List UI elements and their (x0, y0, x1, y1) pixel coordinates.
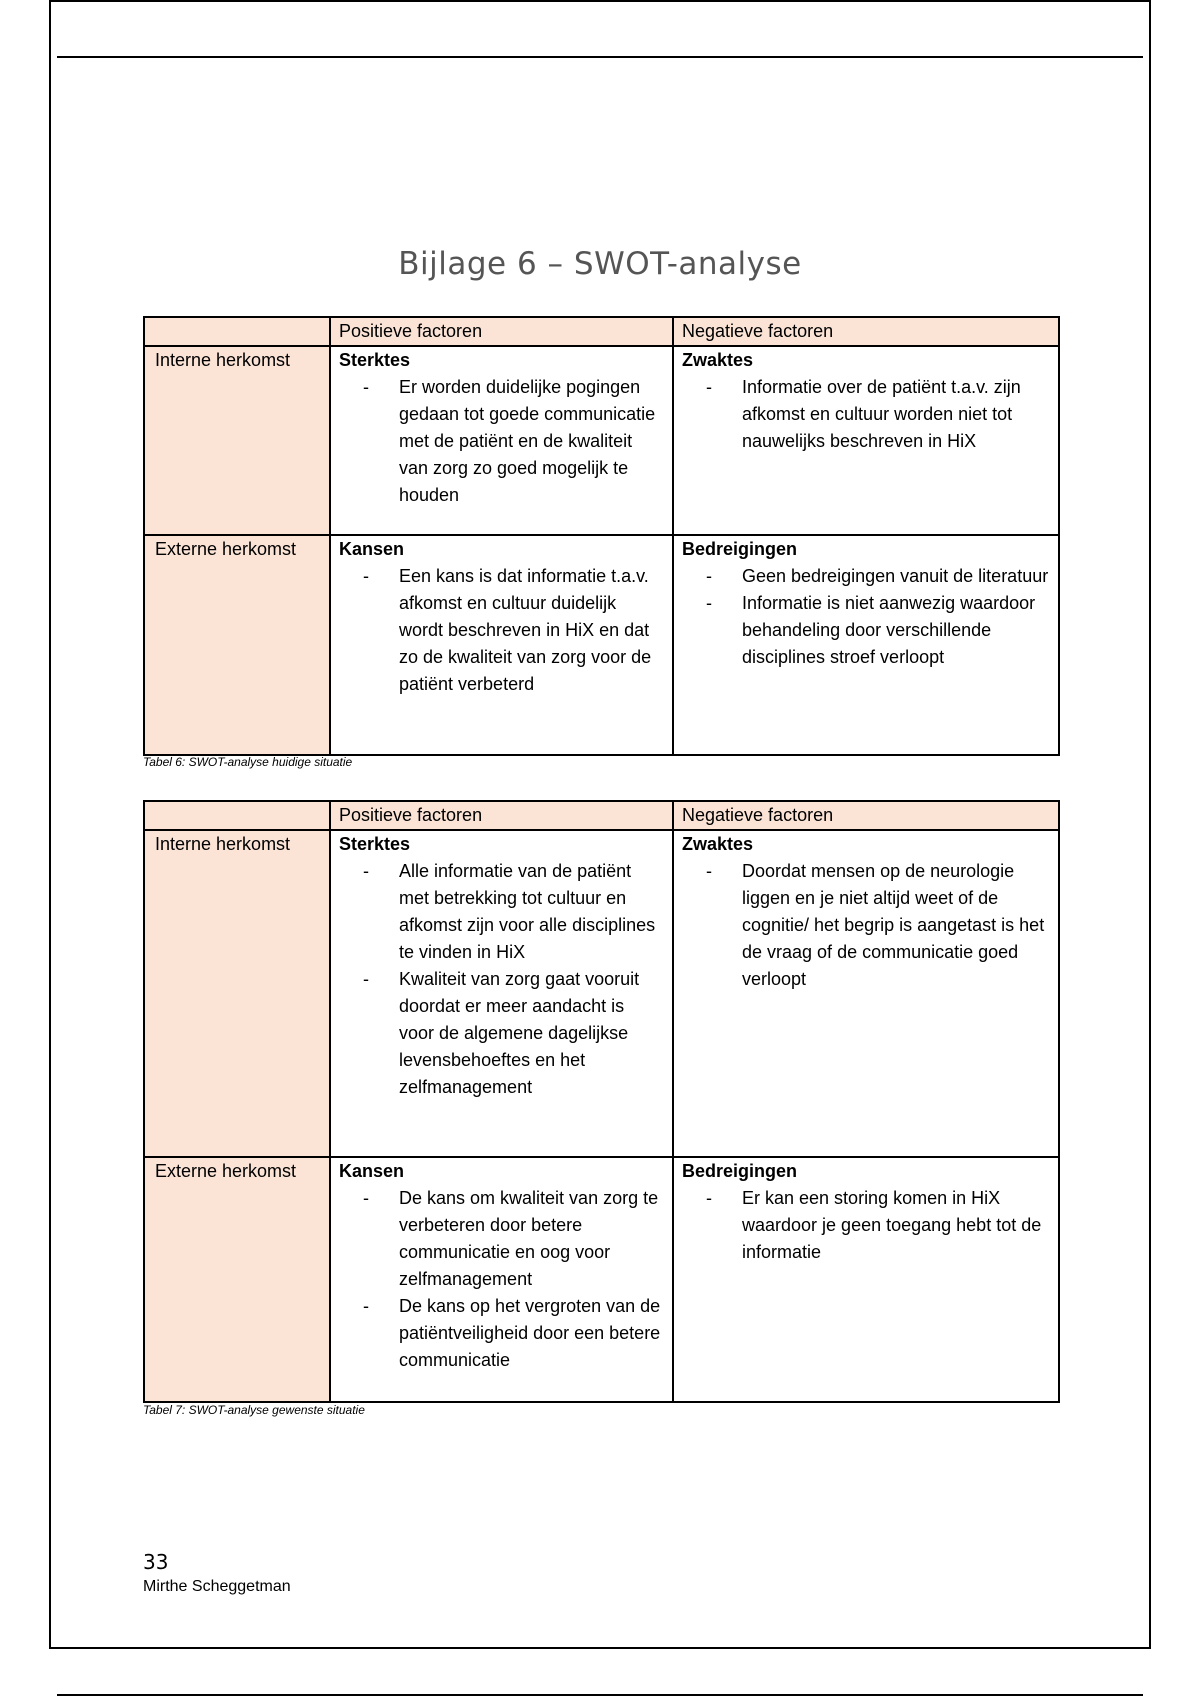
list-item: - Er kan een storing komen in HiX waardoor je geen toegang hebt tot de informatie (742, 1185, 1050, 1266)
header-rule (57, 56, 1143, 58)
quadrant-strengths (330, 830, 673, 1157)
list-item: - Een kans is dat informatie t.a.v. afkomst en cultuur duidelijk wordt beschreven in HiX en dat zo de kwaliteit van zorg voor de patiënt verbeterd (399, 563, 664, 698)
author-name: Mirthe Scheggetman (143, 1578, 291, 1595)
quadrant-threats (673, 1157, 1059, 1402)
table-header-row (144, 317, 1059, 346)
bullet-list (339, 563, 664, 698)
table-row-internal (144, 830, 1059, 1157)
row-label-internal: Interne herkomst (144, 346, 330, 535)
quadrant-title: Zwaktes (682, 350, 754, 370)
bottom-rule (57, 1694, 1143, 1696)
list-item: - Er worden duidelijke pogingen gedaan tot goede communicatie met de patiënt en de kwaliteit van zorg zo goed mogelijk te houden (399, 374, 664, 509)
header-positive: Positieve factoren (330, 801, 673, 830)
page-title: Bijlage 6 – SWOT-analyse (398, 246, 802, 282)
quadrant-strengths (330, 346, 673, 535)
quadrant-title: Sterktes (339, 834, 411, 854)
list-item: - Informatie is niet aanwezig waardoor behandeling door verschillende disciplines stroef verloopt (742, 590, 1050, 671)
quadrant-weaknesses (673, 830, 1059, 1157)
table-row-external (144, 1157, 1059, 1402)
quadrant-title: Bedreigingen (682, 1161, 798, 1181)
row-label-external: Externe herkomst (144, 1157, 330, 1402)
row-label-external: Externe herkomst (144, 535, 330, 755)
table-header-row (144, 801, 1059, 830)
quadrant-title: Zwaktes (682, 834, 754, 854)
table-row-external (144, 535, 1059, 755)
header-positive: Positieve factoren (330, 317, 673, 346)
page-number: 33 (143, 1550, 169, 1574)
bullet-list (682, 858, 1050, 993)
header-negative: Negatieve factoren (673, 317, 1059, 346)
list-item: - Geen bedreigingen vanuit de literatuur (742, 563, 1050, 590)
quadrant-opportunities (330, 535, 673, 755)
bullet-list (339, 858, 664, 1101)
table-row-internal (144, 346, 1059, 535)
swot-table-desired (143, 800, 1060, 1403)
list-item: - De kans op het vergroten van de patiëntveiligheid door een betere communicatie (399, 1293, 664, 1374)
quadrant-opportunities (330, 1157, 673, 1402)
table-caption: Tabel 7: SWOT-analyse gewenste situatie (143, 1403, 365, 1417)
quadrant-title: Kansen (339, 539, 405, 559)
header-corner (144, 801, 330, 830)
table-caption: Tabel 6: SWOT-analyse huidige situatie (143, 755, 353, 769)
bullet-list (682, 563, 1050, 671)
quadrant-title: Kansen (339, 1161, 405, 1181)
list-item: - Alle informatie van de patiënt met betrekking tot cultuur en afkomst zijn voor alle disciplines te vinden in HiX (399, 858, 664, 966)
quadrant-weaknesses (673, 346, 1059, 535)
quadrant-title: Bedreigingen (682, 539, 798, 559)
quadrant-threats (673, 535, 1059, 755)
list-item: - Kwaliteit van zorg gaat vooruit doordat er meer aandacht is voor de algemene dagelijkse levensbehoeftes en het zelfmanagement (399, 966, 664, 1101)
swot-table-current (143, 316, 1060, 756)
list-item: - De kans om kwaliteit van zorg te verbeteren door betere communicatie en oog voor zelfmanagement (399, 1185, 664, 1293)
list-item: - Doordat mensen op de neurologie liggen en je niet altijd weet of de cognitie/ het begrip is aangetast is het de vraag of de communicatie goed verloopt (742, 858, 1050, 993)
list-item: - Informatie over de patiënt t.a.v. zijn afkomst en cultuur worden niet tot nauwelijks beschreven in HiX (742, 374, 1050, 455)
bullet-list (339, 1185, 664, 1374)
header-corner (144, 317, 330, 346)
bullet-list (339, 374, 664, 509)
bullet-list (682, 1185, 1050, 1266)
header-negative: Negatieve factoren (673, 801, 1059, 830)
bullet-list (682, 374, 1050, 455)
row-label-internal: Interne herkomst (144, 830, 330, 1157)
quadrant-title: Sterktes (339, 350, 411, 370)
